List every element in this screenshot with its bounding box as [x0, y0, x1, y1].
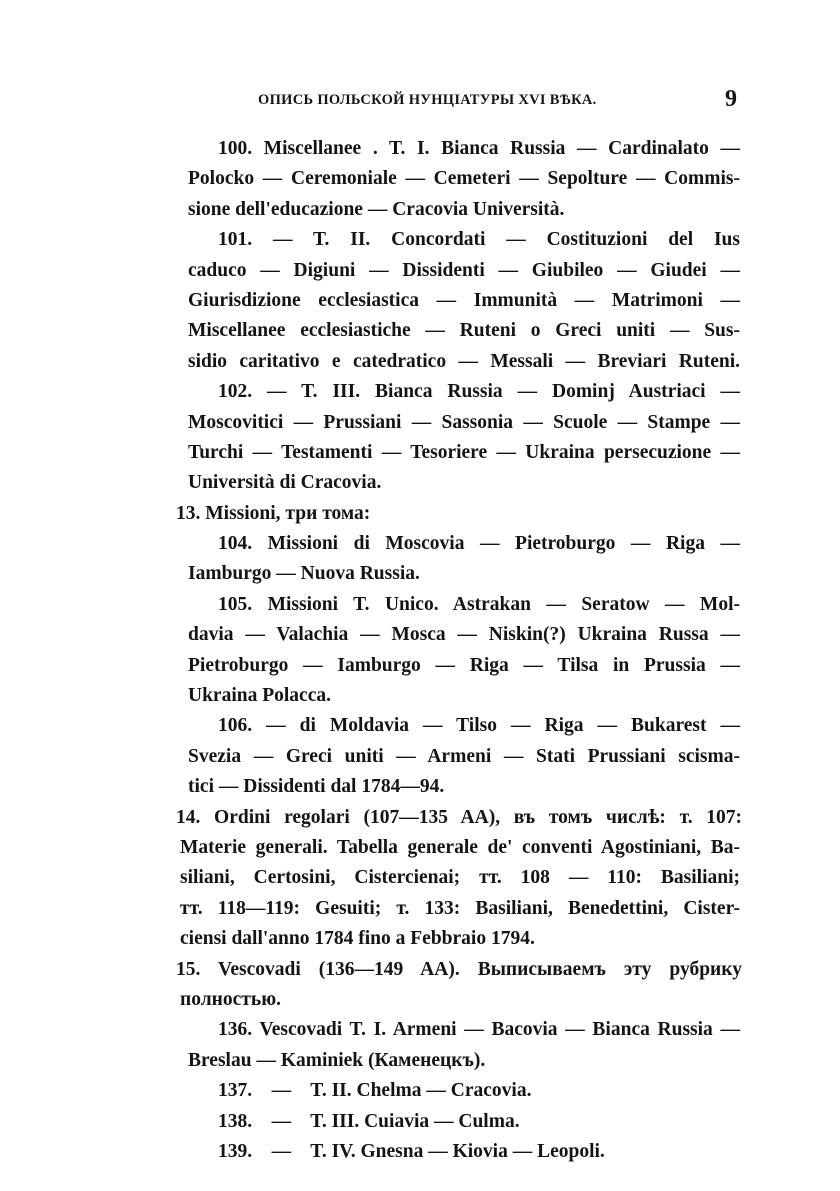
text-line: Miscellanee ecclesiastiche — Ruteni o Greci uniti — Sus-: [188, 320, 740, 342]
text-body: [176, 134, 742, 1167]
text-line: 104. Missioni di Moscovia — Pietroburgo — Riga —: [218, 533, 740, 555]
text-line: Polocko — Ceremoniale — Cemeteri — Sepolture — Commis-: [188, 168, 740, 190]
text-line: 139. — T. IV. Gnesna — Kiovia — Leopoli.: [218, 1140, 605, 1162]
text-line: 137. — T. II. Chelma — Cracovia.: [218, 1080, 532, 1102]
text-line: Università di Cracovia.: [188, 472, 382, 494]
text-line: 138. — T. III. Cuiavia — Culma.: [218, 1110, 520, 1132]
text-line: 105. Missioni T. Unico. Astrakan — Seratow — Mol-: [218, 593, 740, 615]
text-line: 14. Ordini regolari (107—135 AA), въ томъ числѣ: т. 107:: [176, 806, 742, 828]
text-line: 102. — T. III. Bianca Russia — Dominj Austriaci —: [218, 381, 740, 403]
text-line: 15. Vescovadi (136—149 AA). Выписываемъ эту рубрику: [176, 958, 742, 980]
text-line: тт. 118—119: Gesuiti; т. 133: Basiliani, Benedettini, Cister-: [180, 897, 740, 919]
text-line: davia — Valachia — Mosca — Niskin(?) Ukraina Russa —: [188, 624, 740, 646]
text-line: 13. Missioni, три тома:: [176, 502, 371, 524]
text-line: ciensi dall'anno 1784 fino a Febbraio 1794.: [180, 928, 535, 950]
text-line: sidio caritativo e catedratico — Messali — Breviari Ruteni.: [188, 350, 740, 372]
text-line: tici — Dissidenti dal 1784—94.: [188, 776, 445, 798]
text-line: 100. Miscellanee . T. I. Bianca Russia — Cardinalato —: [218, 138, 740, 159]
text-line: Breslau — Kaminiek (Каменецкъ).: [188, 1049, 486, 1071]
text-line: 136. Vescovadi T. I. Armeni — Bacovia — Bianca Russia —: [218, 1019, 740, 1041]
text-line: Ukraina Polacca.: [188, 685, 331, 707]
text-line: Materie generali. Tabella generale de' conventi Agostiniani, Ba-: [180, 836, 740, 858]
text-line: 101. — T. II. Concordati — Costituzioni del Ius: [218, 229, 740, 251]
running-header: ОПИСЬ ПОЛЬСКОЙ НУНЦІАТУРЫ XVI ВѢКА.: [258, 92, 597, 108]
text-line: sione dell'educazione — Cracovia Università.: [188, 198, 565, 220]
text-line: Turchi — Testamenti — Tesoriere — Ukraina persecuzione —: [188, 441, 740, 463]
text-line: Giurisdizione ecclesiastica — Immunità — Matrimoni —: [188, 289, 740, 311]
text-line: Moscovitici — Prussiani — Sassonia — Scuole — Stampe —: [188, 411, 740, 433]
page-number: 9: [725, 86, 737, 112]
text-line: caduco — Digiuni — Dissidenti — Giubileo — Giudei —: [188, 259, 740, 281]
text-line: siliani, Certosini, Cistercienai; тт. 108 — 110: Basiliani;: [180, 867, 740, 889]
text-line: 106. — di Moldavia — Tilso — Riga — Bukarest —: [218, 715, 740, 737]
text-line: полностью.: [180, 988, 281, 1010]
text-line: Pietroburgo — Iamburgo — Riga — Tilsa in Prussia —: [188, 654, 740, 676]
text-line: Iamburgo — Nuova Russia.: [188, 563, 420, 585]
text-line: Svezia — Greci uniti — Armeni — Stati Prussiani scisma-: [188, 745, 740, 767]
